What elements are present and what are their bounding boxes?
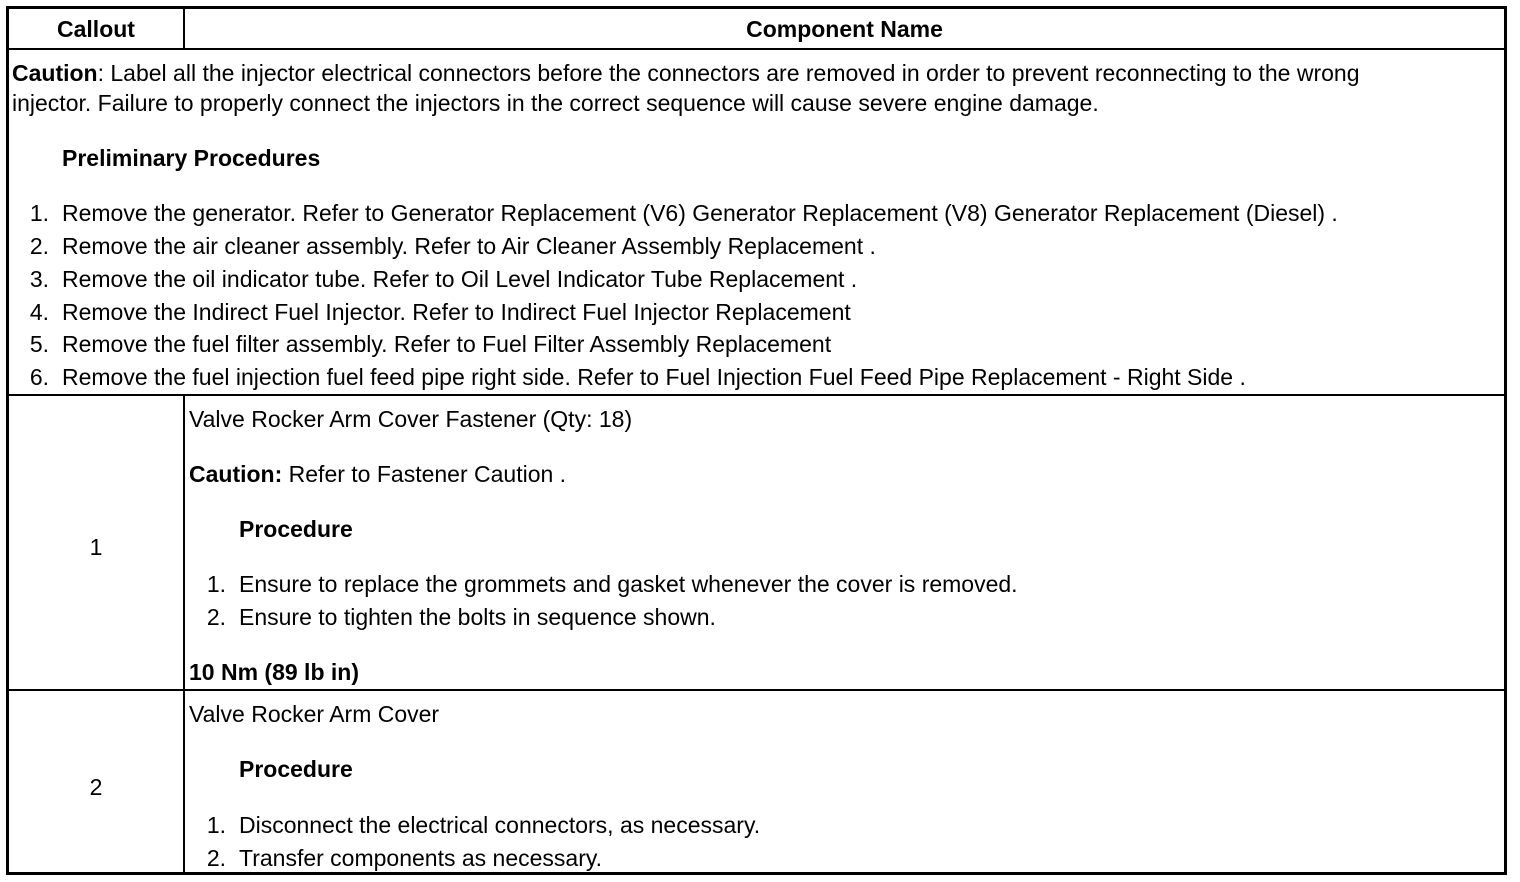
intro-caution bbox=[12, 60, 1360, 86]
prelim-step-number: 2. bbox=[29, 233, 49, 259]
prelim-step-number: 1. bbox=[29, 200, 49, 226]
row-divider bbox=[9, 689, 1504, 691]
row-2-step-number: 1. bbox=[206, 812, 226, 838]
row-2-step-text: Transfer components as necessary. bbox=[239, 845, 603, 871]
row-1-caution-label: Caution: bbox=[189, 461, 283, 487]
header-component-name: Component Name bbox=[746, 16, 943, 42]
prelim-step-text: Remove the fuel filter assembly. Refer to Fuel Filter Assembly Replacement bbox=[62, 331, 832, 357]
row-2-component-name: Valve Rocker Arm Cover bbox=[189, 701, 440, 727]
prelim-step-number: 5. bbox=[29, 331, 49, 357]
row-1-caution bbox=[189, 461, 566, 487]
prelim-step-number: 6. bbox=[29, 364, 49, 390]
row-1-torque-spec: 10 Nm (89 lb in) bbox=[189, 659, 359, 685]
prelim-step-text: Remove the fuel injection fuel feed pipe right side. Refer to Fuel Injection Fuel Feed Pipe Replacement - Right Side . bbox=[62, 364, 1246, 390]
row-1-step-number: 1. bbox=[206, 571, 226, 597]
row-1-component-name: Valve Rocker Arm Cover Fastener (Qty: 18) bbox=[189, 406, 633, 432]
row-2-step-text: Disconnect the electrical connectors, as necessary. bbox=[239, 812, 761, 838]
row-2-step-number: 2. bbox=[206, 845, 226, 871]
intro-caution-label: Caution bbox=[12, 60, 98, 86]
header-callout: Callout bbox=[57, 16, 135, 42]
row-2-callout: 2 bbox=[89, 774, 103, 800]
preliminary-procedures-heading: Preliminary Procedures bbox=[62, 145, 321, 171]
component-table bbox=[6, 6, 1507, 875]
row-1-callout: 1 bbox=[89, 534, 103, 560]
row-1-step-text: Ensure to tighten the bolts in sequence shown. bbox=[239, 604, 716, 630]
row-2-procedure-heading: Procedure bbox=[239, 756, 353, 782]
row-1-caution-text: Refer to Fastener Caution . bbox=[282, 461, 567, 487]
prelim-step-number: 4. bbox=[29, 299, 49, 325]
prelim-step-number: 3. bbox=[29, 266, 49, 292]
prelim-step-text: Remove the oil indicator tube. Refer to Oil Level Indicator Tube Replacement . bbox=[62, 266, 858, 292]
intro-caution-text-line2: injector. Failure to properly connect the injectors in the correct sequence will cause severe engine damage. bbox=[12, 90, 1099, 116]
prelim-step-text: Remove the Indirect Fuel Injector. Refer to Indirect Fuel Injector Replacement bbox=[62, 299, 851, 325]
prelim-step-text: Remove the air cleaner assembly. Refer to Air Cleaner Assembly Replacement . bbox=[62, 233, 876, 259]
row-1-step-number: 2. bbox=[206, 604, 226, 630]
prelim-step-text: Remove the generator. Refer to Generator Replacement (V6) Generator Replacement (V8) Generator Replacement (Diesel) . bbox=[62, 200, 1338, 226]
header-divider bbox=[9, 48, 1504, 50]
intro-caution-text-line1: : Label all the injector electrical connectors before the connectors are removed in order to prevent reconnecting to the wrong bbox=[97, 60, 1360, 86]
body-column-divider bbox=[183, 394, 185, 872]
row-1-procedure-heading: Procedure bbox=[239, 516, 353, 542]
intro-divider bbox=[9, 394, 1504, 396]
row-1-step-text: Ensure to replace the grommets and gasket whenever the cover is removed. bbox=[239, 571, 1018, 597]
